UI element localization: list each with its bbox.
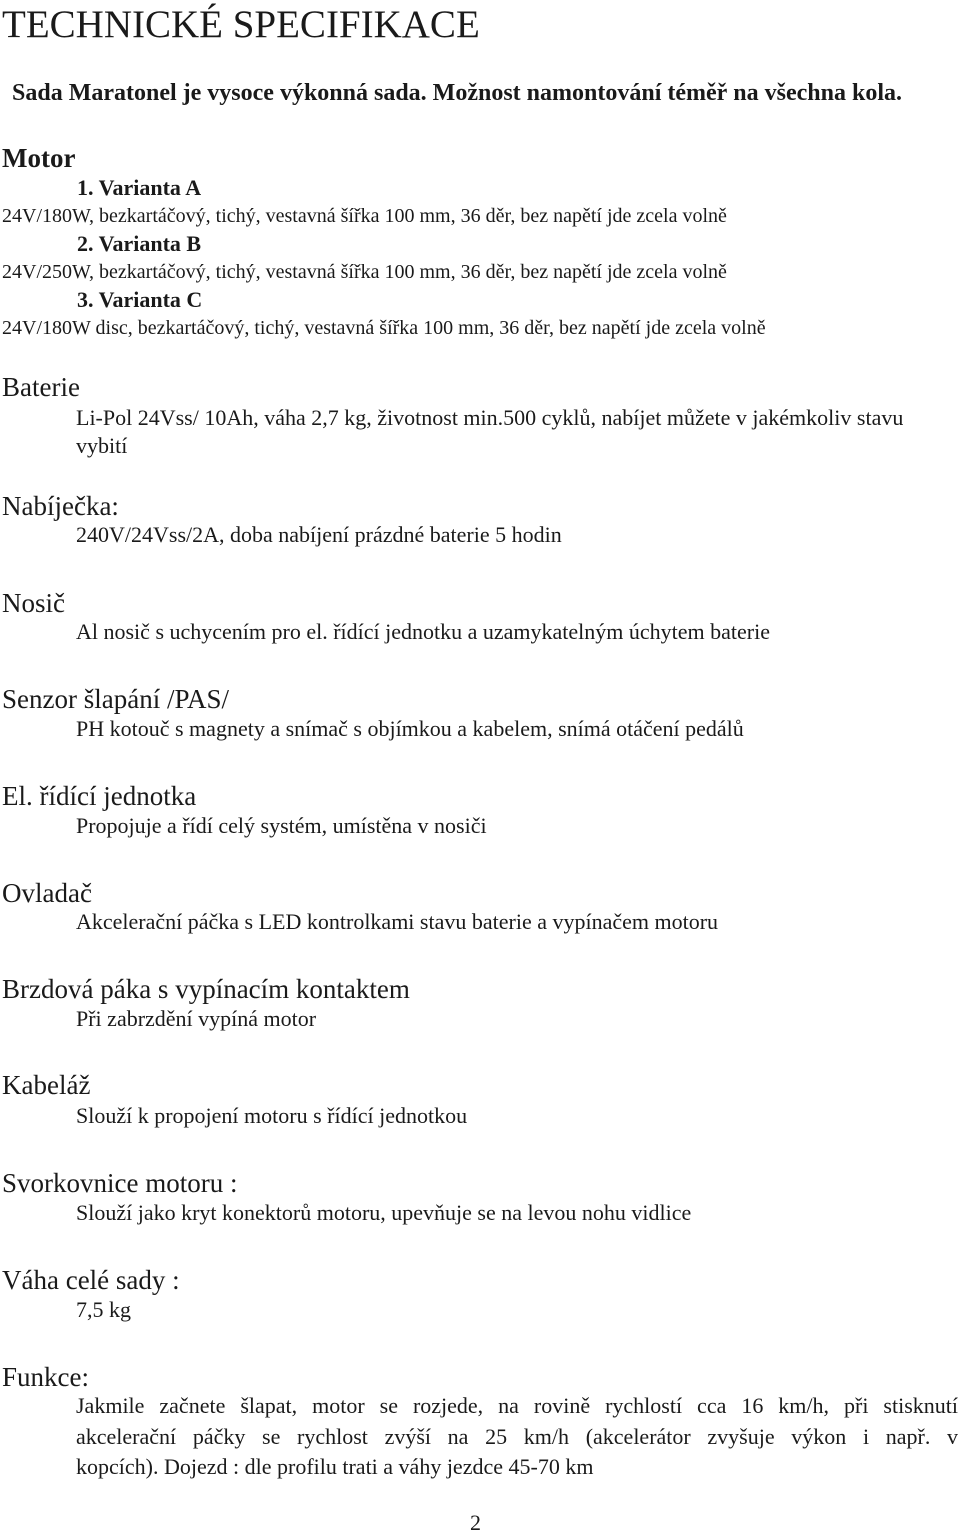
section-heading-brzda: Brzdová páka s vypínacím kontaktem	[2, 974, 410, 1004]
funkce-text-line2: akcelerační páčky se rychlost zvýší na 25 km/h (akcelerátor zvyšuje výkon i např. v	[76, 1423, 958, 1449]
section-heading-ovladac: Ovladač	[2, 878, 92, 908]
section-heading-svorkovnice: Svorkovnice motoru :	[2, 1168, 238, 1198]
motor-variant-a-label: 1. Varianta A	[77, 175, 202, 200]
motor-variant-b-desc: 24V/250W, bezkartáčový, tichý, vestavná šířka 100 mm, 36 děr, bez napětí jde zcela volně	[2, 261, 727, 283]
section-heading-senzor: Senzor šlapání /PAS/	[2, 684, 230, 714]
funkce-paragraph	[76, 1391, 958, 1483]
section-heading-jednotka: El. řídící jednotka	[2, 781, 197, 811]
kabelaz-text: Slouží k propojení motoru s řídící jednotkou	[76, 1103, 468, 1128]
ovladac-text: Akcelerační páčka s LED kontrolkami stavu baterie a vypínačem motoru	[76, 909, 719, 934]
section-heading-vaha: Váha celé sady :	[2, 1265, 180, 1295]
intro-text: Sada Maratonel je vysoce výkonná sada. Možnost namontování téměř na všechna kola.	[12, 80, 903, 106]
jednotka-text: Propojuje a řídí celý systém, umístěna v nosiči	[76, 813, 487, 838]
section-heading-nosic: Nosič	[2, 588, 65, 618]
senzor-text: PH kotouč s magnety a snímač s objímkou a kabelem, snímá otáčení pedálů	[76, 716, 744, 741]
svorkovnice-text: Slouží jako kryt konektorů motoru, upevňuje se na levou nohu vidlice	[76, 1200, 692, 1225]
vaha-text: 7,5 kg	[76, 1297, 131, 1322]
funkce-text-line1: Jakmile začnete šlapat, motor se rozjede, na rovině rychlostí cca 16 km/h, při stisknutí	[76, 1393, 958, 1418]
section-heading-motor: Motor	[2, 143, 76, 173]
funkce-text-line3: kopcích). Dojezd : dle profilu trati a váhy jezdce 45-70 km	[76, 1454, 594, 1479]
page-title: TECHNICKÉ SPECIFIKACE	[2, 3, 480, 46]
brzda-text: Při zabrzdění vypíná motor	[76, 1006, 317, 1031]
nosic-text: Al nosič s uchycením pro el. řídící jednotku a uzamykatelným úchytem baterie	[76, 619, 771, 644]
page-number: 2	[470, 1510, 481, 1535]
baterie-text-line2: vybití	[76, 433, 128, 458]
section-heading-funkce: Funkce:	[2, 1362, 89, 1392]
section-heading-nabijecka: Nabíječka:	[2, 491, 119, 521]
nabijecka-text: 240V/24Vss/2A, doba nabíjení prázdné baterie 5 hodin	[76, 522, 562, 547]
motor-variant-c-label: 3. Varianta C	[77, 287, 203, 312]
section-heading-kabelaz: Kabeláž	[2, 1070, 91, 1100]
motor-variant-a-desc: 24V/180W, bezkartáčový, tichý, vestavná šířka 100 mm, 36 děr, bez napětí jde zcela volně	[2, 205, 727, 227]
motor-variant-c-desc: 24V/180W disc, bezkartáčový, tichý, vestavná šířka 100 mm, 36 děr, bez napětí jde zcela volně	[2, 317, 766, 339]
baterie-text-line1: Li-Pol 24Vss/ 10Ah, váha 2,7 kg, životnost min.500 cyklů, nabíjet můžete v jakémkoliv stavu	[76, 405, 904, 430]
section-heading-baterie: Baterie	[2, 372, 80, 402]
motor-variant-b-label: 2. Varianta B	[77, 231, 202, 256]
